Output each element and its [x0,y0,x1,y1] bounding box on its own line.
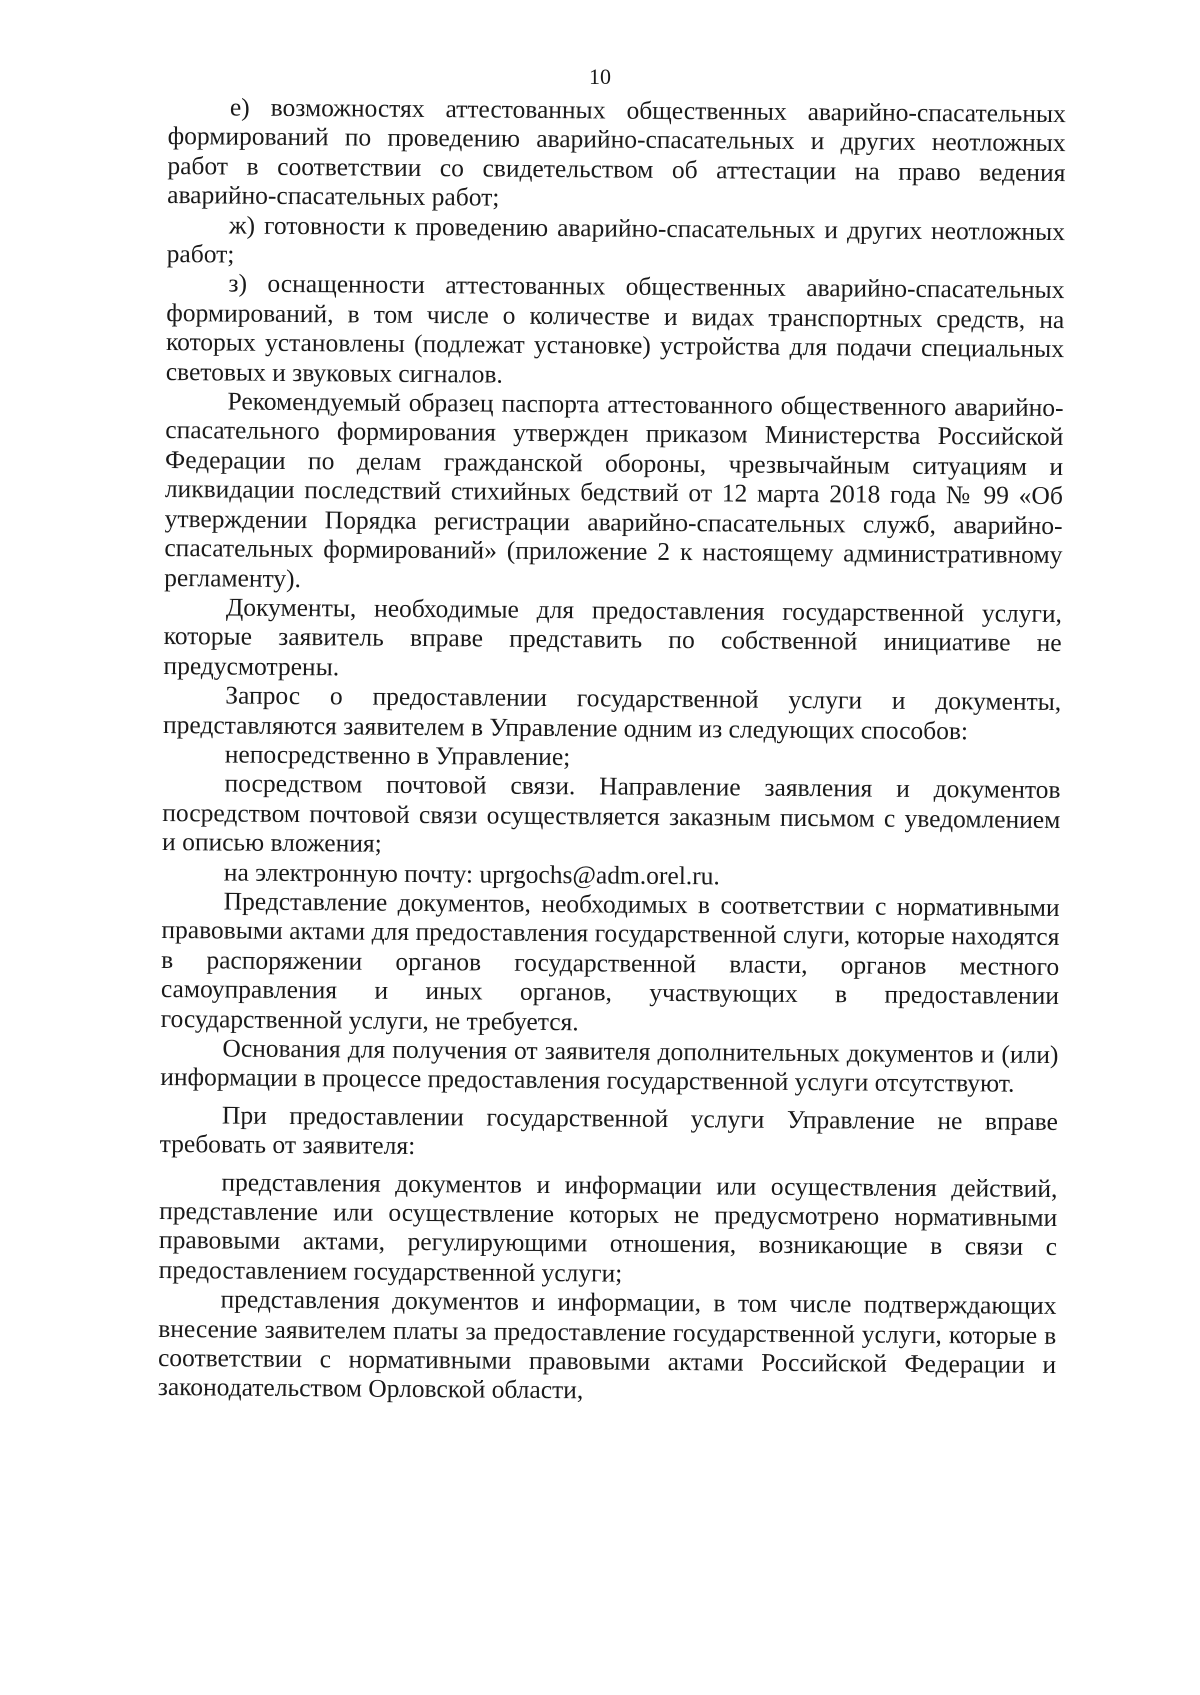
paragraph-additional-documents: Основания для получения от заявителя дополнительных документов и (или) информации в процессе предоставления государственной услуги отсутствуют. [160,1033,1059,1099]
paragraph-method-post: посредством почтовой связи. Направление заявления и документов посредством почтовой связи осуществляется заказным письмом с уведомлением и описью вложения; [161,768,1061,858]
paragraph-prohibition-1: представления документов и информации или осуществления действий, представление или осуществление которых не предусмотрено нормативными правовыми актами, регулирующими отношения, возникающие в связи с предоставлением государственной услуги; [158,1167,1058,1288]
paragraph-prohibitions: При предоставлении государственной услуги Управление не вправе требовать от заявителя: [159,1100,1059,1161]
paragraph-optional-documents: Документы, необходимые для предоставления государственной услуги, которые заявитель вправе представить по собственной инициативе не предусмотрены. [163,592,1063,682]
paragraph-method-email: на электронную почту: uprgochs@adm.orel.ru. [223,857,720,890]
paragraph-method-direct: непосредственно в Управление; [224,739,571,772]
paragraph-passport-sample: Рекомендуемый образец паспорта аттестованного общественного аварийно-спасательного формирования утвержден приказом Министерства Российской Федерации по делам гражданской обороны, чрезвычайным ситуациям и ликвидации последствий стихийных бедствий от 12 марта 2018 года № 99 «Об утверждении Порядка регистрации аварийно-спасательных служб, аварийно-спасательных формирований» (приложение 2 к настоящему административному регламенту). [164,386,1064,593]
paragraph-item-z: з) оснащенности аттестованных общественных аварийно-спасательных формирований, в том числе о количестве и видах транспортных средств, на которых установлены (подлежат установке) устройства для подачи специальных световых и звуковых сигналов. [165,268,1065,389]
page-number: 10 [589,64,611,89]
paragraph-item-e: е) возможностях аттестованных общественных аварийно-спасательных формирований по проведению аварийно-спасательных и других неотложных работ в соответствии со свидетельством об аттестации на право ведения аварийно-спасательных работ; [167,92,1066,212]
document-body [158,92,1066,1409]
paragraph-prohibition-2: представления документов и информации, в том числе подтверждающих внесение заявителем платы за предоставление государственной услуги, которые в соответствии с нормативными правовыми актами Российской Федерации и законодательством Орловской области, [157,1284,1057,1405]
paragraph-no-documents-required: Представление документов, необходимых в соответствии с нормативными правовыми актами для предоставления государственной слуги, которые находятся в распоряжении органов государственной власти, органов местного самоуправления и иных органов, участвующих в предоставлении государственной услуги, не требуется. [160,886,1060,1036]
paragraph-item-zh: ж) готовности к проведению аварийно-спасательных и других неотложных работ; [166,210,1066,269]
paragraph-submission-methods: Запрос о предоставлении государственной услуги и документы, представляются заявителем в Управление одним из следующих способов: [162,680,1062,745]
